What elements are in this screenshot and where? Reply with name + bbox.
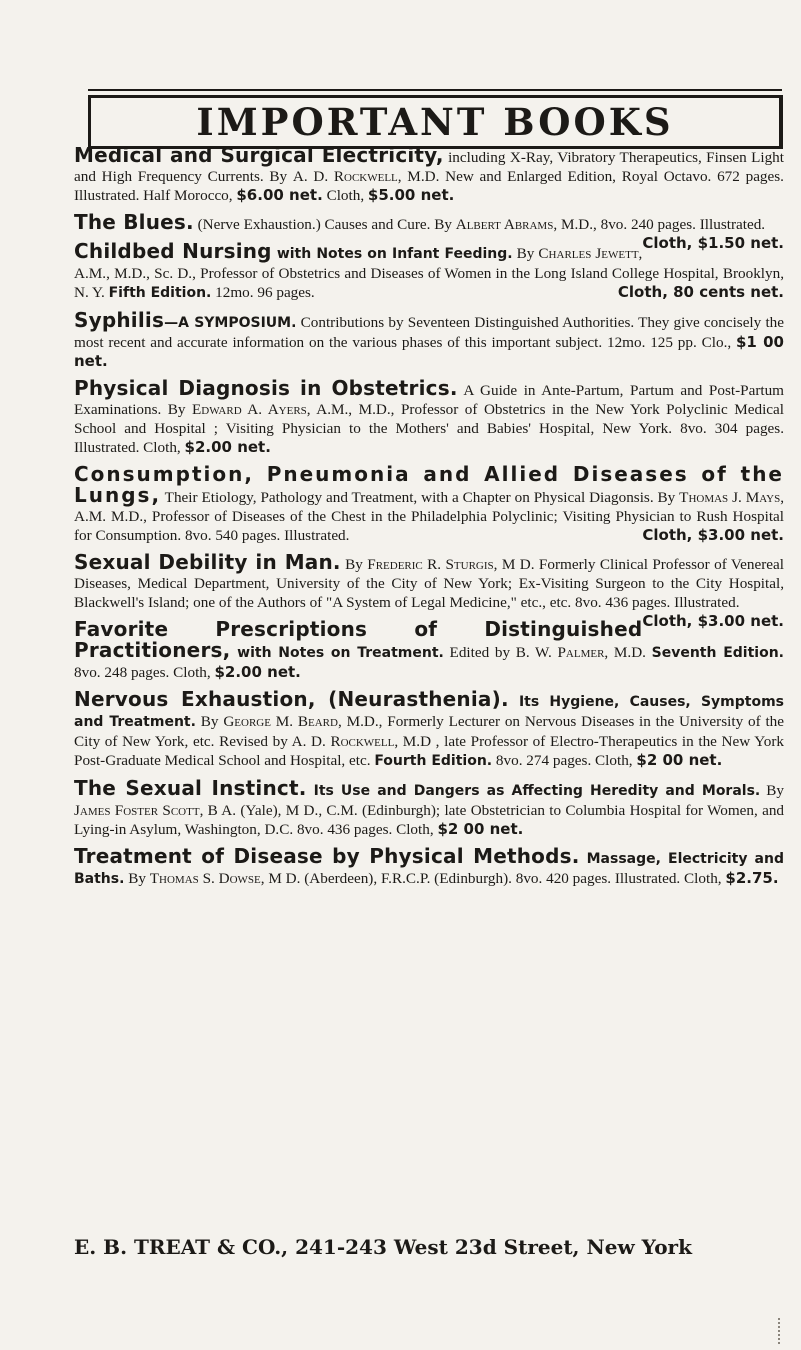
book-format: 8vo. 274 pages. Cloth, [492,752,637,769]
book-entry-sexual-instinct [74,776,785,839]
book-author: James Foster Scott [74,802,200,819]
book-title: Syphilis [74,308,165,332]
book-list [74,143,785,897]
book-title: Consumption, Pneumonia and Allied Diseases of the Lungs, [74,462,784,507]
book-title: The Sexual Instinct. [74,776,307,800]
book-subtitle: with Notes on Infant Feeding. [271,246,513,262]
book-entry-consumption [74,462,784,545]
book-title: Medical and Surgical Electricity, [74,143,444,167]
book-author: Palmer [557,644,605,661]
book-description: Edited by B. W. [443,644,558,661]
book-entry-electricity [74,143,784,205]
book-price: Cloth, 80 cents net. [617,283,784,301]
book-binding: Cloth, [322,187,368,204]
book-price: $2.00 net. [214,663,301,681]
header-top-rule [88,89,782,91]
book-title: Physical Diagnosis in Obstetrics. [74,376,458,400]
book-details: , M D. Formerly Clinical Professor of Venereal Diseases, Medical Department, University of the City of New York; Ex-Visiting Surgeon to the City Hospital, Blackwell's Island; one of the Authors of "A System of Legal Medicine," etc., etc. 8vo. 436 pages. Illustrated. [74,556,784,611]
book-description: By [340,556,368,573]
book-details: , M D. (Aberdeen), F.R.C.P. (Edinburgh). 8vo. 420 pages. Illustrated. Cloth, [260,870,726,887]
book-description: By [124,870,150,887]
book-details: , A.M. M.D., Professor of Diseases of the Chest in the Philadelphia Polyclinic; Visiting Physician to Rush Hospital for Consumption. 8vo. 540 pages. Illustrated. [74,489,784,544]
page-title: IMPORTANT BOOKS [196,100,674,144]
book-description: (Nerve Exhaustion.) Causes and Cure. By [193,216,456,233]
book-title: Childbed Nursing [74,239,272,263]
book-entry-nervous-exhaustion [74,687,784,771]
book-price: Cloth, $3.00 net. [642,612,784,630]
book-author-reviser: Rockwell [330,733,395,750]
book-title: Sexual Debility in Man. [74,550,341,574]
book-subtitle: Its Use and Dangers as Affecting Heredity and Morals. [306,783,761,799]
book-details: , M.D. [604,644,652,661]
book-description: Their Etiology, Pathology and Treatment, with a Chapter on Physical Diagonsis. By [161,489,680,506]
book-author: George M. Beard [223,713,338,730]
book-author: Edward A. Ayers [192,401,307,418]
book-details: , M.D., 8vo. 240 pages. Illustrated. [553,216,766,233]
book-subtitle: Its Hygiene, Causes, Symptoms and Treatment. [74,694,784,730]
book-subtitle: with Notes on Treatment. [230,645,444,661]
book-details: , A.M., M.D., Professor of Obstetrics in the New York Polyclinic Medical School and Hospital ; Visiting Physician to the Mothers' and Babies' Hospital, New York. 8vo. 304 pages. Illustrated. Cloth, [74,401,784,456]
book-author: Thomas S. Dowse [149,870,261,887]
book-edition: Fourth Edition. [374,753,493,769]
book-description: By [760,782,784,799]
book-author: Charles Jewett [538,245,639,262]
book-author: A. D. Rockwell [292,168,398,185]
book-details: , B A. (Yale), M D., C.M. (Edinburgh); late Obstetrician to Columbia Hospital for Women, and Lying-in Asylum, Washington, D.C. 8vo. 436 pages. Cloth, [74,802,785,838]
book-price: Cloth, $3.00 net. [642,526,784,544]
book-price-alt: $5.00 net. [367,186,455,204]
book-price: $2 00 net. [636,751,723,769]
book-edition: Fifth Edition. [108,285,212,301]
book-details-more: , M.D , late Professor of Electro-Therapeutics in the New York Post-Graduate Medical School and Hospital, etc. [74,733,784,769]
header-box [88,95,783,149]
book-edition: Seventh Edition. [651,645,784,661]
book-entry-sexual-debility [74,550,784,630]
book-subtitle: Massage, Electricity and Baths. [74,851,784,887]
book-description: including X-Ray, Vibratory Therapeutics, Finsen Light and High Frequency Currents. By [74,149,784,185]
book-description: By [512,245,539,262]
book-title: The Blues. [74,210,194,234]
book-format: 8vo. 248 pages. Cloth, [74,664,215,681]
book-entry-syphilis [74,308,785,371]
publisher-imprint: E. B. TREAT & CO., 241-243 West 23d Street, New York [74,1235,692,1259]
book-details: , M.D. New and Enlarged Edition, Royal Octavo. 672 pages. Illustrated. Half Morocco, [74,168,784,204]
book-details: , M.D., Formerly Lecturer on Nervous Diseases in the University of the City of New York, etc. Revised by A. D. [74,713,784,750]
book-entry-physical-methods [74,844,784,889]
book-price: $1 00 net. [74,333,784,370]
book-price: $2.00 net. [184,438,271,456]
book-price: Cloth, $1.50 net. [642,234,784,252]
book-author: Albert Abrams [455,216,554,233]
book-price: $2.75. [725,869,779,887]
book-entry-obstetrics [74,376,784,457]
page-edge-mark [778,1318,783,1344]
book-author: Frederic R. Sturgis [367,556,494,573]
book-price: $6.00 net. [236,186,323,204]
book-description: By [195,713,224,730]
book-author: Thomas J. Mays [679,489,781,506]
book-subtitle: —A SYMPOSIUM. [164,315,297,331]
book-title: Nervous Exhaustion, (Neurasthenia). [74,687,509,711]
book-title: Favorite Prescriptions of Distinguished Practitioners, [74,617,643,662]
book-format: 12mo. 96 pages. [211,284,315,301]
book-description: Contributions by Seventeen Distinguished Authorities. They give concisely the most recent and accurate information on the various phases of this important subject. 12mo. 125 pp. Clo., [74,314,785,351]
book-description: A Guide in Ante-Partum, Partum and Post-Partum Examinations. By [74,382,784,418]
book-details: , A.M., M.D., Sc. D., Professor of Obstetrics and Diseases of Women in the Long Island College Hospital, Brooklyn, N. Y. [74,245,784,301]
book-title: Treatment of Disease by Physical Methods. [74,844,580,868]
book-price: $2 00 net. [437,820,524,838]
